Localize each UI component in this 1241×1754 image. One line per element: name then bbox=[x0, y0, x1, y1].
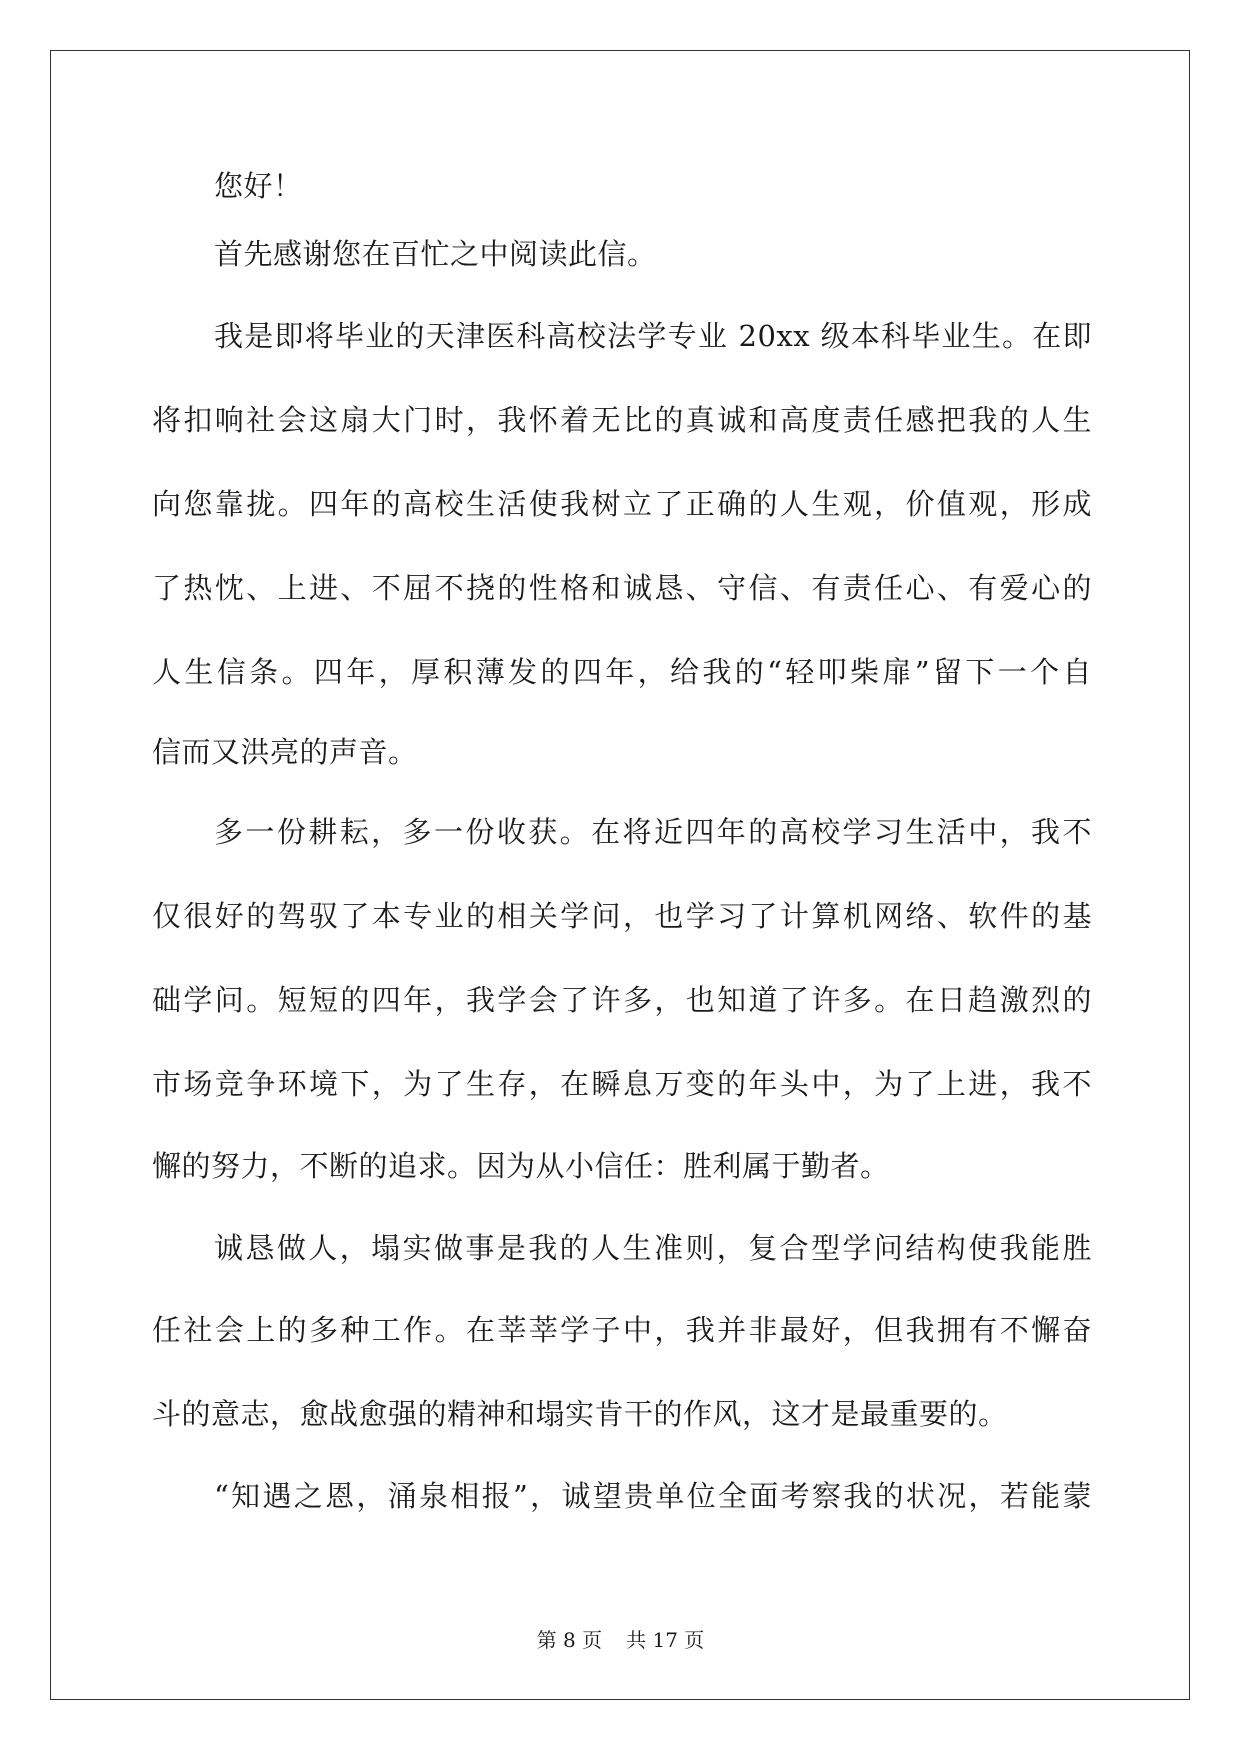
text-line: 础学问。短短的四年，我学会了许多，也知道了许多。在日趋激烈的 bbox=[152, 983, 1092, 1017]
text-line: 首先感谢您在百忙之中阅读此信。 bbox=[214, 237, 657, 271]
text-line: 诚恳做人，塌实做事是我的人生准则，复合型学问结构使我能胜 bbox=[214, 1231, 1092, 1265]
text-line: 我是即将毕业的天津医科高校法学专业 20xx 级本科毕业生。在即 bbox=[214, 319, 1092, 353]
text-line: 人生信条。四年，厚积薄发的四年，给我的“轻叩柴扉”留下一个自 bbox=[152, 655, 1092, 689]
text-line: 斗的意志，愈战愈强的精神和塌实肯干的作风，这才是最重要的。 bbox=[152, 1397, 1008, 1431]
text-line: 仅很好的驾驭了本专业的相关学问，也学习了计算机网络、软件的基 bbox=[152, 899, 1092, 933]
page-number: 第 8 页 bbox=[536, 1628, 603, 1652]
page-footer bbox=[0, 1627, 1241, 1653]
page-border bbox=[50, 50, 1190, 1700]
text-line: 懈的努力，不断的追求。因为从小信任：胜利属于勤者。 bbox=[152, 1149, 890, 1183]
text-line: 了热忱、上进、不屈不挠的性格和诚恳、守信、有责任心、有爱心的 bbox=[152, 571, 1092, 605]
text-line: 信而又洪亮的声音。 bbox=[152, 735, 418, 769]
page-total: 共 17 页 bbox=[626, 1628, 705, 1652]
text-line: 任社会上的多种工作。在莘莘学子中，我并非最好，但我拥有不懈奋 bbox=[152, 1313, 1092, 1347]
text-line: 市场竞争环境下，为了生存，在瞬息万变的年头中，为了上进，我不 bbox=[152, 1067, 1092, 1101]
text-line: “知遇之恩，涌泉相报”，诚望贵单位全面考察我的状况，若能蒙 bbox=[214, 1479, 1092, 1513]
text-line: 多一份耕耘，多一份收获。在将近四年的高校学习生活中，我不 bbox=[214, 815, 1092, 849]
text-line: 将扣响社会这扇大门时，我怀着无比的真诚和高度责任感把我的人生 bbox=[152, 403, 1092, 437]
text-line: 您好！ bbox=[214, 169, 303, 203]
text-line: 向您靠拢。四年的高校生活使我树立了正确的人生观，价值观，形成 bbox=[152, 487, 1092, 521]
